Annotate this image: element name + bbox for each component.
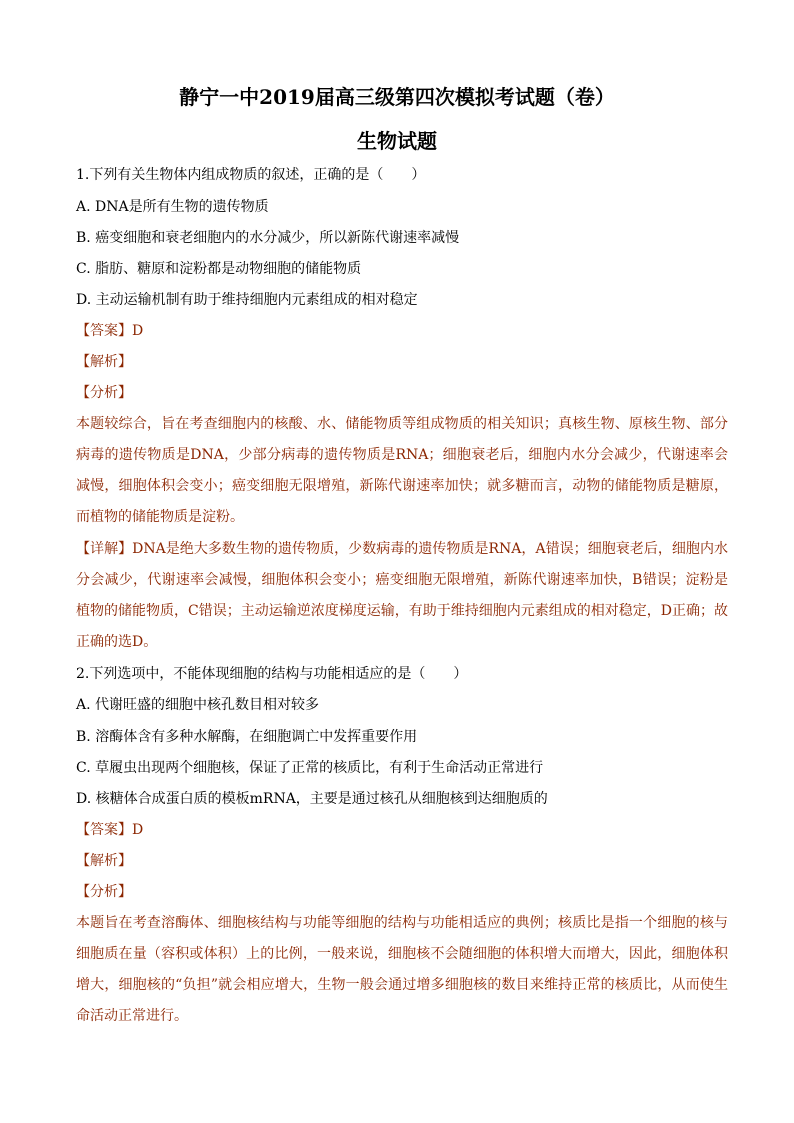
q1-analysis: 本题较综合，旨在考查细胞内的核酸、水、储能物质等组成物质的相关知识；真核生物、原核生物、部分病毒的遗传物质是DNA，少部分病毒的遗传物质是RNA；细胞衰老后，细胞内水分会减少，代谢速率会减慢，细胞体积会变小；癌变细胞无限增殖，新陈代谢速率加快；就多糖而言，动物的储能物质是糖原，而植物的储能物质是淀粉。 (76, 416, 728, 525)
q2-stem: 2.下列选项中，不能体现细胞的结构与功能相适应的是（ ） (76, 666, 468, 682)
q2-analysis: 本题旨在考查溶酶体、细胞核结构与功能等细胞的结构与功能相适应的典例；核质比是指一个细胞的核与细胞质在量（容积或体积）上的比例，一般来说，细胞核不会随细胞的体积增大而增大，因此，细胞体积增大，细胞核的“负担”就会相应增大，生物一般会通过增多细胞核的数目来维持正常的核质比，从而使生命活动正常进行。 (76, 915, 728, 1024)
q1-option-c: C. 脂肪、糖原和淀粉都是动物细胞的储能物质 (76, 261, 362, 277)
q1-jiexi-label: 【解析】 (76, 354, 132, 370)
q1-detail-label: 【详解】 (76, 541, 133, 557)
document-subtitle: 生物试题 (357, 129, 437, 153)
q2-option-c: C. 草履虫出现两个细胞核，保证了正常的核质比，有利于生命活动正常进行 (76, 760, 544, 776)
q2-option-d: D. 核糖体合成蛋白质的模板mRNA，主要是通过核孔从细胞核到达细胞质的 (76, 791, 548, 807)
q1-answer (76, 321, 726, 341)
q1-detail-text: DNA是绝大多数生物的遗传物质，少数病毒的遗传物质是RNA，A错误；细胞衰老后，细胞内水分会减少，代谢速率会减慢，细胞体积会变小；癌变细胞无限增殖，新陈代谢速率加快，B错误；淀粉是植物的储能物质，C错误；主动运输逆浓度梯度运输，有助于维持细胞内元素组成的相对稳定，D正确；故正确的选D。 (76, 541, 728, 650)
q1-detail (76, 534, 728, 658)
q1-option-d: D. 主动运输机制有助于维持细胞内元素组成的相对稳定 (76, 292, 418, 308)
q1-answer-value: D (132, 323, 144, 339)
q1-stem: 1.下列有关生物体内组成物质的叙述，正确的是（ ） (76, 167, 426, 183)
q2-jiexi-label: 【解析】 (76, 853, 132, 869)
q2-answer (76, 820, 726, 840)
q2-option-a: A. 代谢旺盛的细胞中核孔数目相对较多 (76, 697, 320, 713)
q2-answer-label: 【答案】 (76, 822, 132, 838)
q1-option-a: A. DNA是所有生物的遗传物质 (76, 199, 269, 215)
q2-fenxi-label: 【分析】 (76, 884, 132, 900)
q1-answer-label: 【答案】 (76, 323, 132, 339)
q1-option-b: B. 癌变细胞和衰老细胞内的水分减少，所以新陈代谢速率减慢 (76, 230, 460, 246)
document-title: 静宁一中2019届高三级第四次模拟考试题（卷） (179, 85, 615, 109)
q2-option-b: B. 溶酶体含有多种水解酶，在细胞调亡中发挥重要作用 (76, 729, 418, 745)
q1-fenxi-label: 【分析】 (76, 385, 132, 401)
q2-answer-value: D (132, 822, 144, 838)
